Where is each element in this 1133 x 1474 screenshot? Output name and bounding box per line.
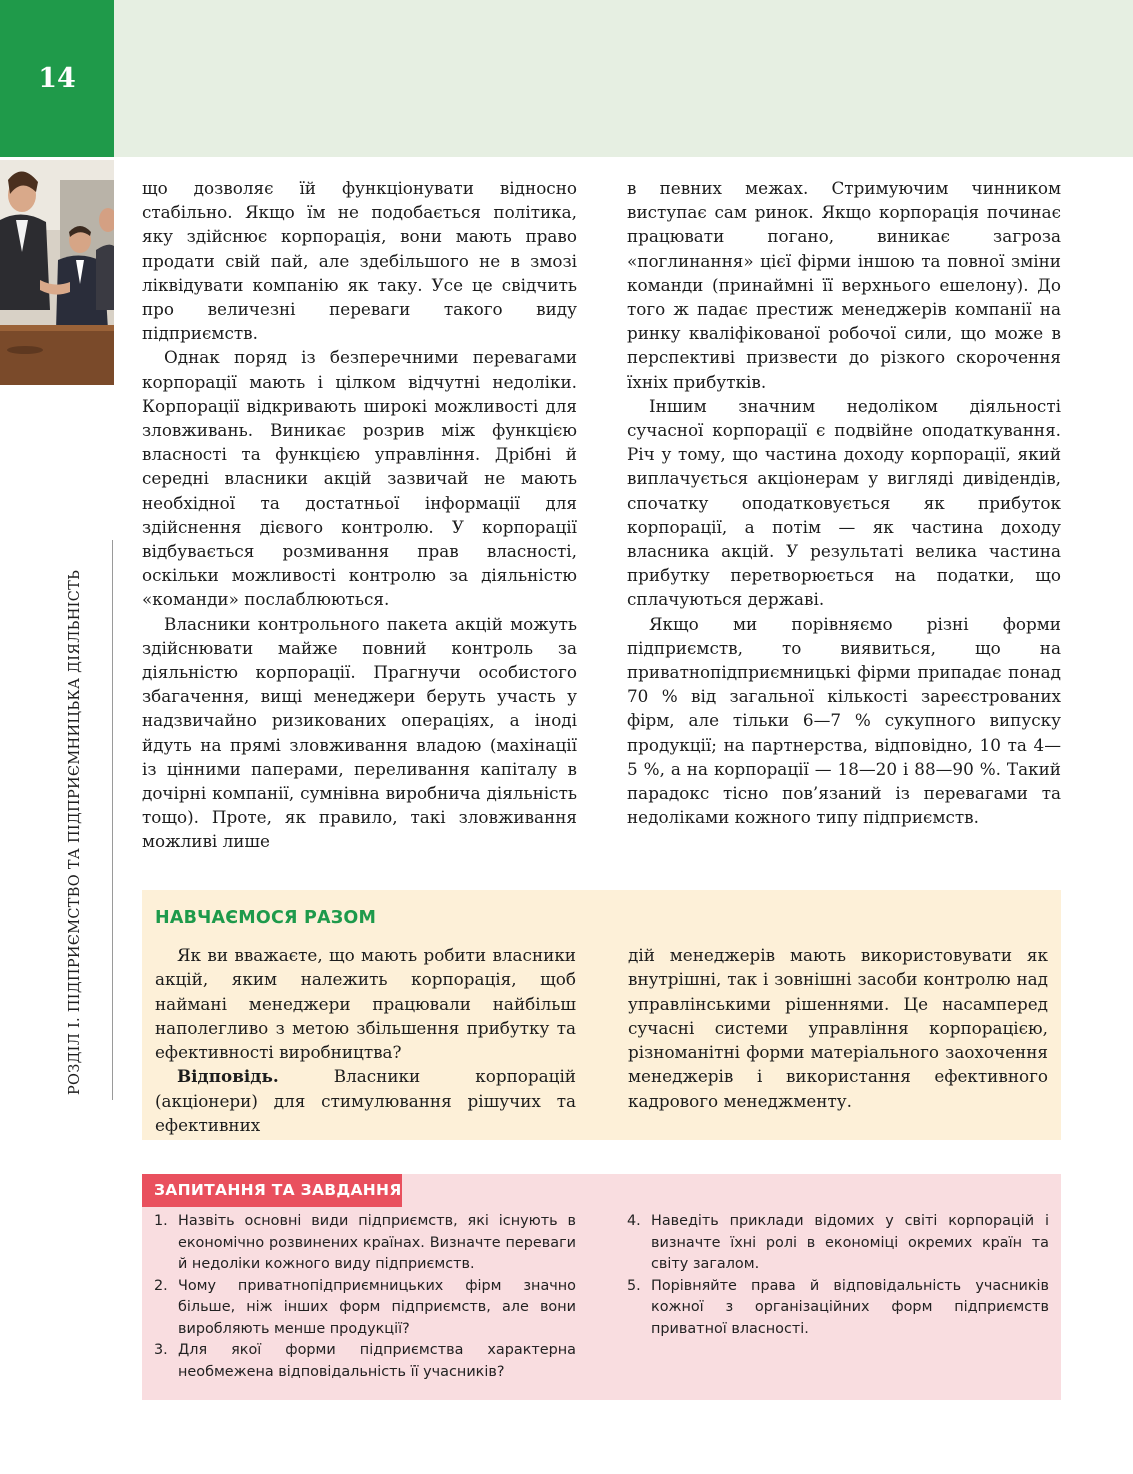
learn-answer-continued: дій менеджерів мають використовувати як внутрішні, так і зовнішні засоби контролю над управлінськими рішеннями. Це насамперед сучасні системи управління корпорацією, різноманітні форми матеріального заохочення менеджерів і використання ефективного кадрового менеджменту.: [628, 945, 1048, 1111]
question-item: [154, 1276, 576, 1341]
page-number: 14: [38, 63, 76, 94]
main-column-left: [142, 176, 577, 854]
photo-illustration: [0, 160, 114, 385]
page-number-block: [0, 0, 114, 157]
header-band: [114, 0, 1133, 157]
question-text: Чому приватнопідприємницьких фірм значно більше, ніж інших форм підприємств, але вони виробляють менше продукції?: [178, 1277, 576, 1337]
vertical-divider: [112, 540, 113, 1100]
paragraph: Якщо ми порівняємо різні форми підприємств, то виявиться, що на приватнопідприємницькі фірми припадає понад 70 % від загальної кількості зареєстрованих фірм, але тільки 6—7 % сукупного випуску продукції; на партнерства, відповідно, 10 та 4—5 %, а на корпорації — 18—20 і 88—90 %. Такий парадокс тісно пов’язаний із перевагами та недоліками кожного типу підприємств.: [627, 613, 1061, 828]
paragraph: Іншим значним недоліком діяльності сучасної корпорації є подвійне оподаткування. Річ у тому, що частина доходу корпорації, який виплачується акціонерам у вигляді дивідендів, спочатку оподатковується як прибуток корпорації, а потім — як частина доходу власника акцій. У результаті велика частина прибутку перетворюється на податки, що сплачуються державі.: [627, 395, 1061, 610]
learn-question: Як ви вважаєте, що мають робити власники акцій, яким належить корпорація, щоб наймані менеджери працювали найбільш наполегливо з метою збільшення прибутку та ефективності виробництва?: [155, 945, 576, 1063]
question-item: [154, 1211, 576, 1276]
section-title-vertical: РОЗДІЛ І. ПІДПРИЄМСТВО ТА ПІДПРИЄМНИЦЬКА ДІЯЛЬНІСТЬ: [67, 569, 83, 1095]
paragraph: Власники контрольного пакета акцій можуть здійснювати майже повний контроль за діяльністю корпорації. Прагнучи особистого збагачення, вищі менеджери беруть участь у надзвичайно ризикованих операціях, а іноді йдуть на прямі зловживання владою (махінації із цінними паперами, переливання капіталу в дочірні компанії, сумнівна виробнича діяльність тощо). Проте, як правило, такі зловживання можливі лише: [142, 613, 577, 852]
question-text: Для якої форми підприємства характерна необмежена відповідальність її учасників?: [178, 1342, 576, 1380]
question-text: Назвіть основні види підприємств, які існують в економічно розвинених країнах. Визначте переваги й недоліки кожного виду підприємств.: [178, 1213, 576, 1272]
answer-text: Власники корпорацій (акціонери) для стимулювання рішучих та ефективних: [155, 1066, 576, 1136]
question-item: [627, 1211, 1049, 1276]
question-number: 4.: [627, 1213, 641, 1229]
question-number: 3.: [154, 1342, 168, 1358]
main-column-right: [627, 176, 1061, 829]
question-item: [627, 1276, 1049, 1341]
questions-list-left: [154, 1211, 576, 1383]
learn-together-column-left: [155, 943, 576, 1137]
question-text: Порівняйте права й відповідальність учасників кожної з організаційних форм підприємств приватної власності.: [651, 1277, 1049, 1337]
question-number: 5.: [627, 1277, 641, 1294]
question-number: 1.: [154, 1213, 168, 1229]
question-item: [154, 1340, 576, 1383]
business-meeting-photo: [0, 160, 114, 385]
paragraph: в певних межах. Стримуючим чинником виступає сам ринок. Якщо корпорація починає працювати погано, виникає загроза «поглинання» цієї фірми іншою та повної зміни команди (принаймні її верхнього ешелону). До того ж падає престиж менеджерів компанії на ринку кваліфікованої робочої сили, що може в перспективі призвести до різкого скорочення їхніх прибутків.: [627, 178, 1061, 392]
questions-title: ЗАПИТАННЯ ТА ЗАВДАННЯ: [142, 1174, 402, 1207]
paragraph: Однак поряд із безперечними перевагами корпорації мають і цілком відчутні недоліки. Корпорації відкривають широкі можливості для зловживань. Виникає розрив між функцією власності та функцією управління. Дрібні й середні власники акцій зазвичай не мають необхідної та достатньої інформації для здійснення дієвого контролю. У корпорації відбувається розмивання прав власності, оскільки можливості контролю за діяльністю «команди» послаблюються.: [142, 347, 577, 610]
paragraph: що дозволяє їй функціонувати відносно стабільно. Якщо їм не подобається політика, яку здійснює корпорація, вони мають право продати свій пай, але здебільшого не в змозі ліквідувати компанію як таку. Усе це свідчить про величезні переваги такого виду підприємств.: [142, 178, 577, 344]
answer-label: Відповідь.: [177, 1066, 279, 1087]
question-text: Наведіть приклади відомих у світі корпорацій і визначте їхні ролі в економіці окремих країн та світу загалом.: [651, 1213, 1049, 1272]
question-number: 2.: [154, 1277, 168, 1294]
learn-together-column-right: [628, 943, 1048, 1113]
learn-together-title: НАВЧАЄМОСЯ РАЗОМ: [155, 908, 377, 928]
questions-list-right: [627, 1211, 1049, 1340]
learn-answer: [155, 1064, 576, 1137]
